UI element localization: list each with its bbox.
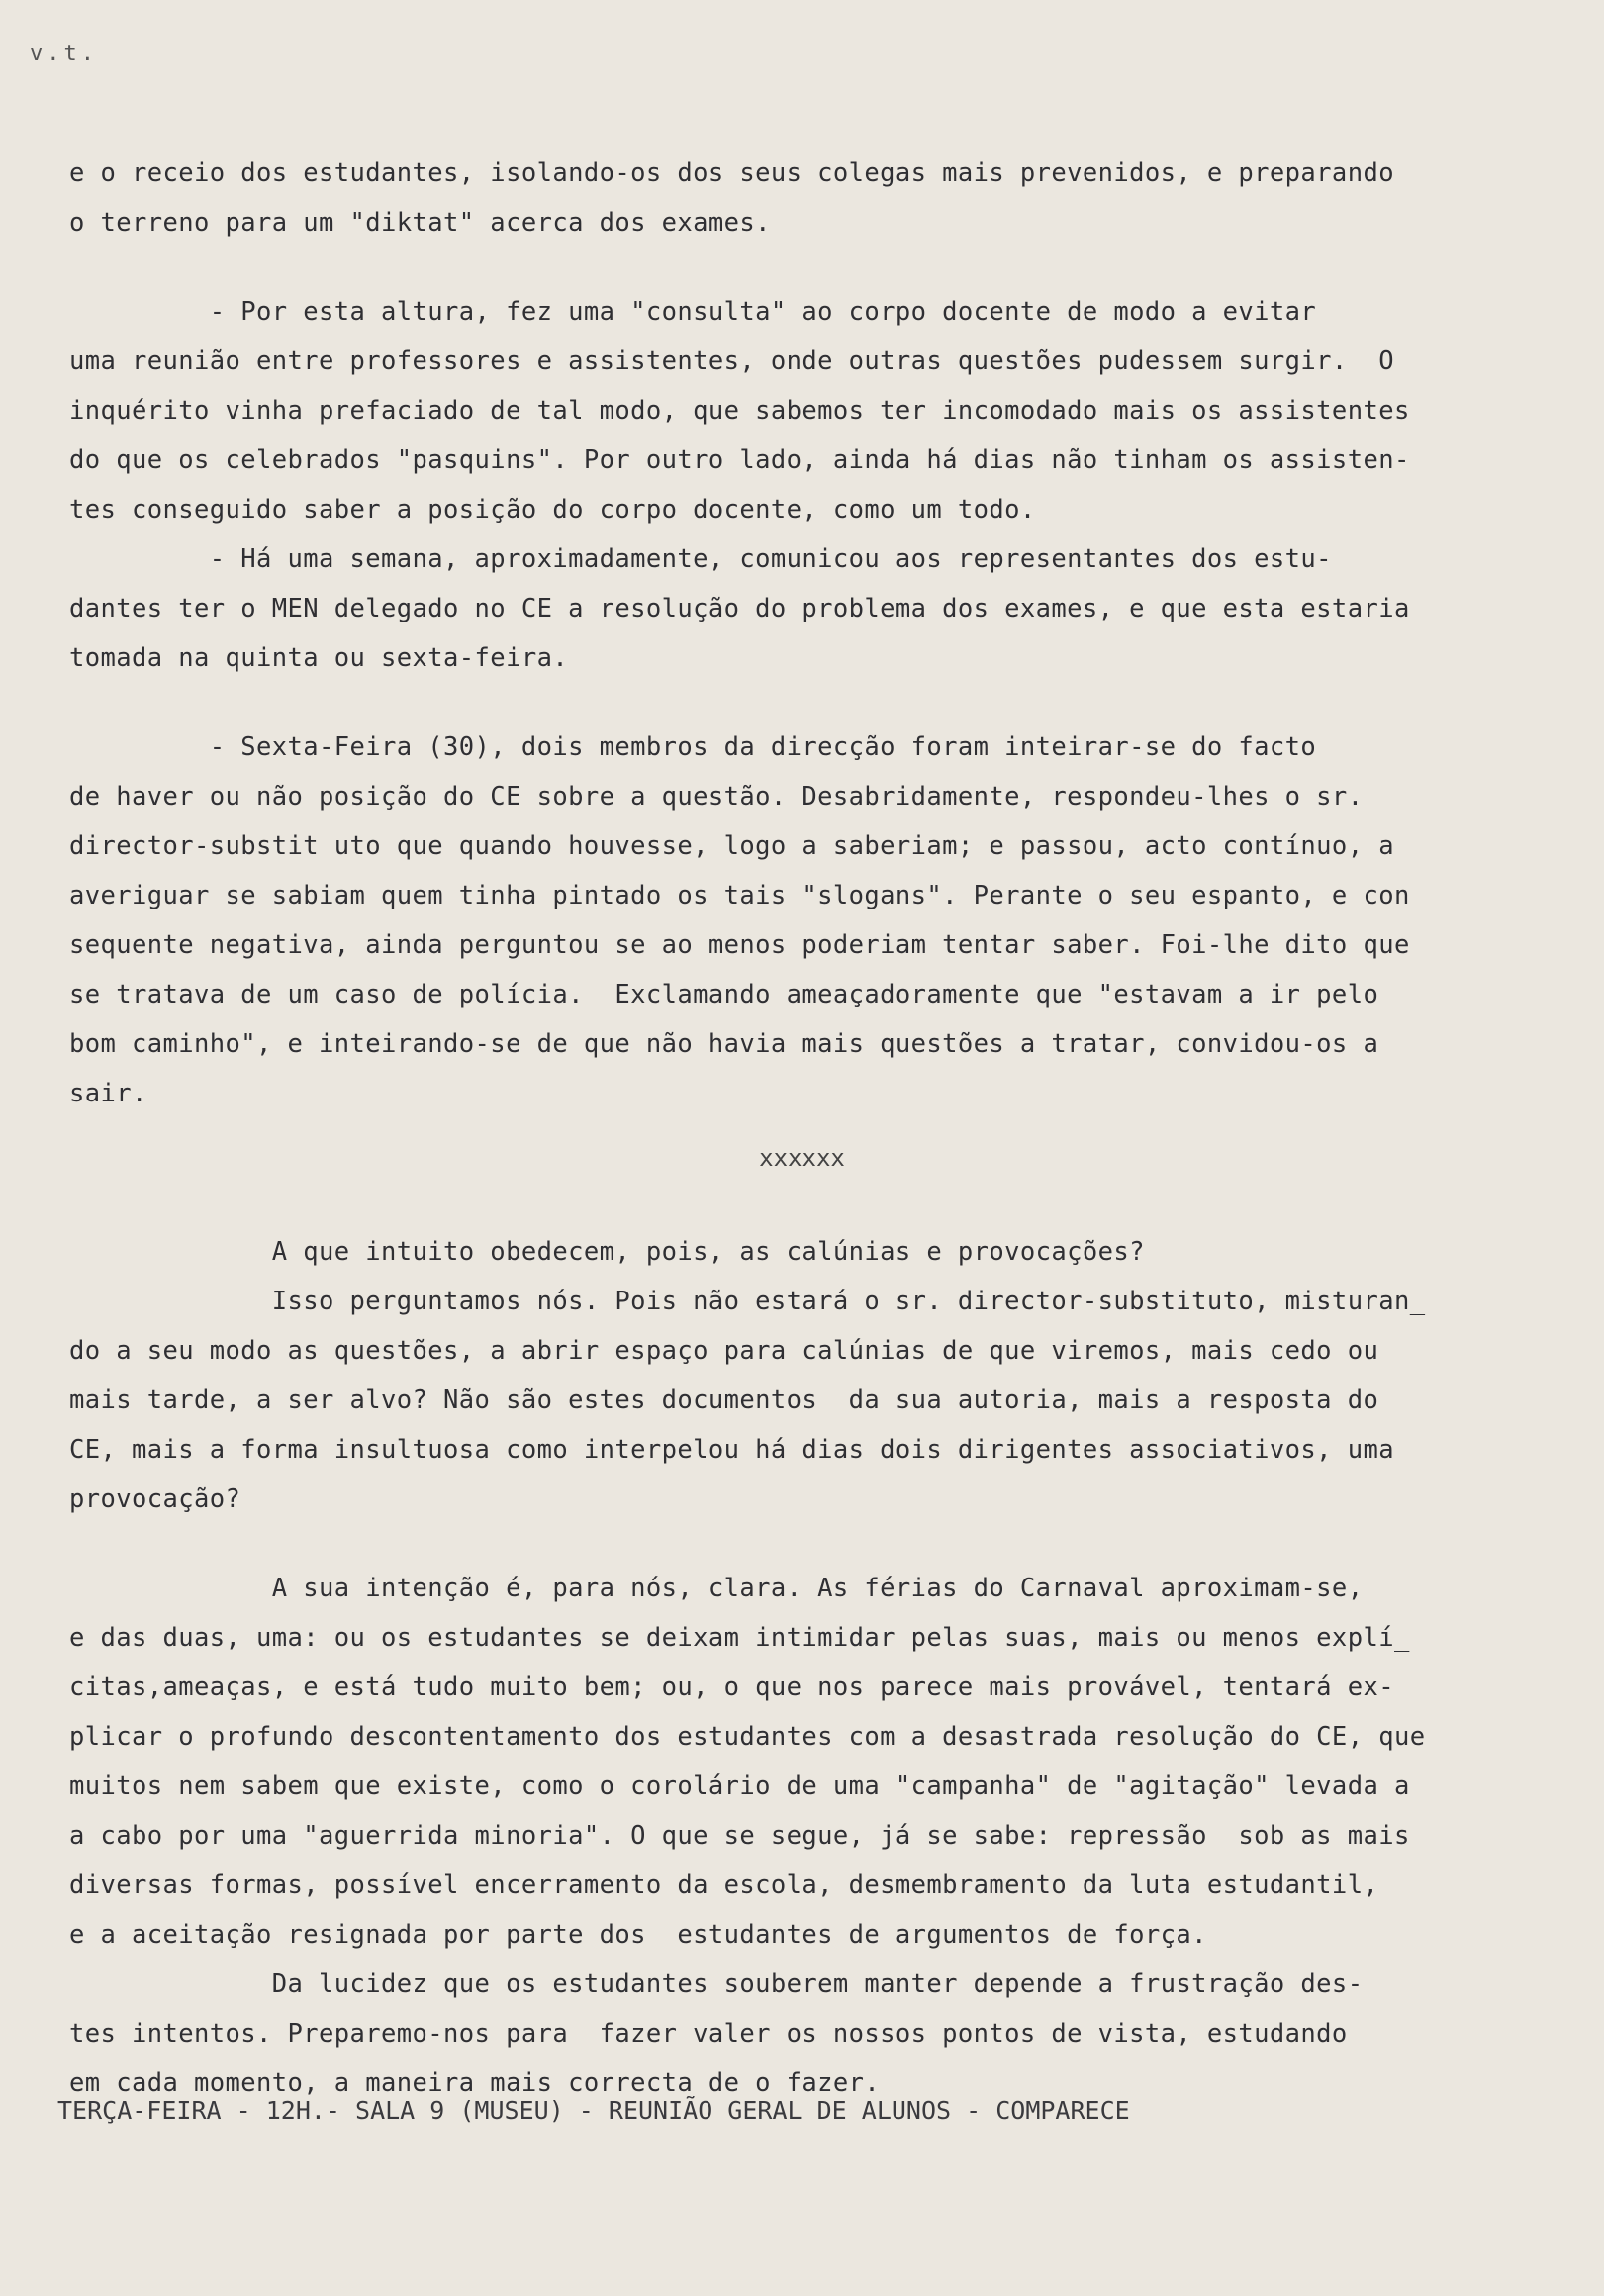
text-line: se tratava de um caso de polícia. Exclamando ameaçadoramente que "estavam a ir pelo [69, 980, 1379, 1009]
text-line: - Há uma semana, aproximadamente, comunicou aos representantes dos estu- [69, 544, 1332, 574]
text-line: tomada na quinta ou sexta-feira. [69, 643, 569, 673]
text-line: citas,ameaças, e está tudo muito bem; ou, o que nos parece mais provável, tentará ex- [69, 1673, 1394, 1702]
text-line: Da lucidez que os estudantes souberem manter depende a frustração des- [69, 1969, 1364, 1999]
text-line: e a aceitação resignada por parte dos estudantes de argumentos de força. [69, 1920, 1207, 1950]
paragraph-gap [69, 247, 1494, 287]
text-line: CE, mais a forma insultuosa como interpelou há dias dois dirigentes associativos, uma [69, 1435, 1394, 1465]
text-line: mais tarde, a ser alvo? Não são estes documentos da sua autoria, mais a resposta do [69, 1386, 1379, 1415]
paragraph [69, 722, 1494, 1118]
text-line: e o receio dos estudantes, isolando-os dos seus colegas mais prevenidos, e preparando [69, 158, 1394, 188]
paragraph-gap [69, 683, 1494, 722]
text-line: bom caminho", e inteirando-se de que não havia mais questões a tratar, convidou-os a [69, 1029, 1379, 1059]
text-line: A que intuito obedecem, pois, as calúnias e provocações? [69, 1237, 1145, 1267]
text-line: - Sexta-Feira (30), dois membros da direcção foram inteirar-se do facto [69, 732, 1317, 762]
text-line: do que os celebrados "pasquins". Por outro lado, ainda há dias não tinham os assisten- [69, 445, 1410, 475]
text-line: A sua intenção é, para nós, clara. As férias do Carnaval aproximam-se, [69, 1574, 1364, 1603]
text-line: do a seu modo as questões, a abrir espaço para calúnias de que viremos, mais cedo ou [69, 1336, 1379, 1366]
text-line: e das duas, uma: ou os estudantes se deixam intimidar pelas suas, mais ou menos explí_ [69, 1623, 1410, 1653]
text-line: em cada momento, a maneira mais correcta de o fazer. [69, 2068, 881, 2098]
text-line: plicar o profundo descontentamento dos estudantes com a desastrada resolução do CE, que [69, 1722, 1426, 1752]
text-line: muitos nem sabem que existe, como o corolário de uma "campanha" de "agitação" levada a [69, 1771, 1410, 1801]
body-text-bottom [69, 1227, 1494, 2108]
text-line: director-substit uto que quando houvesse, logo a saberiam; e passou, acto contínuo, a [69, 831, 1394, 861]
paragraph [69, 1227, 1494, 1524]
text-line: sequente negativa, ainda perguntou se ao menos poderiam tentar saber. Foi-lhe dito que [69, 930, 1410, 960]
text-line: averiguar se sabiam quem tinha pintado os tais "slogans". Perante o seu espanto, e con_ [69, 881, 1426, 910]
text-line: Isso perguntamos nós. Pois não estará o sr. director-substituto, misturan_ [69, 1287, 1426, 1316]
corner-mark: v.t. [30, 42, 98, 66]
text-line: tes intentos. Preparemo-nos para fazer valer os nossos pontos de vista, estudando [69, 2019, 1348, 2049]
paragraph [69, 148, 1494, 247]
text-line: provocação? [69, 1484, 241, 1514]
text-line: de haver ou não posição do CE sobre a questão. Desabridamente, respondeu-lhes o sr. [69, 782, 1364, 812]
text-line: sair. [69, 1079, 147, 1108]
meeting-notice: TERÇA-FEIRA - 12H.- SALA 9 (MUSEU) - REUNIÃO GERAL DE ALUNOS - COMPARECE [57, 2096, 1130, 2125]
paragraph-gap [69, 1524, 1494, 1564]
text-line: o terreno para um "diktat" acerca dos exames. [69, 208, 771, 238]
text-line: uma reunião entre professores e assistentes, onde outras questões pudessem surgir. O [69, 346, 1394, 376]
section-separator: xxxxxx [759, 1144, 845, 1172]
text-line: tes conseguido saber a posição do corpo docente, como um todo. [69, 495, 1036, 525]
text-line: inquérito vinha prefaciado de tal modo, que sabemos ter incomodado mais os assistentes [69, 396, 1410, 426]
text-line: a cabo por uma "aguerrida minoria". O que se segue, já se sabe: repressão sob as mais [69, 1821, 1410, 1851]
text-line: dantes ter o MEN delegado no CE a resolução do problema dos exames, e que esta estaria [69, 594, 1410, 623]
text-line: - Por esta altura, fez uma "consulta" ao corpo docente de modo a evitar [69, 297, 1317, 327]
body-text-top [69, 148, 1494, 1118]
paragraph [69, 287, 1494, 683]
paragraph [69, 1564, 1494, 2108]
text-line: diversas formas, possível encerramento da escola, desmembramento da luta estudantil, [69, 1870, 1379, 1900]
